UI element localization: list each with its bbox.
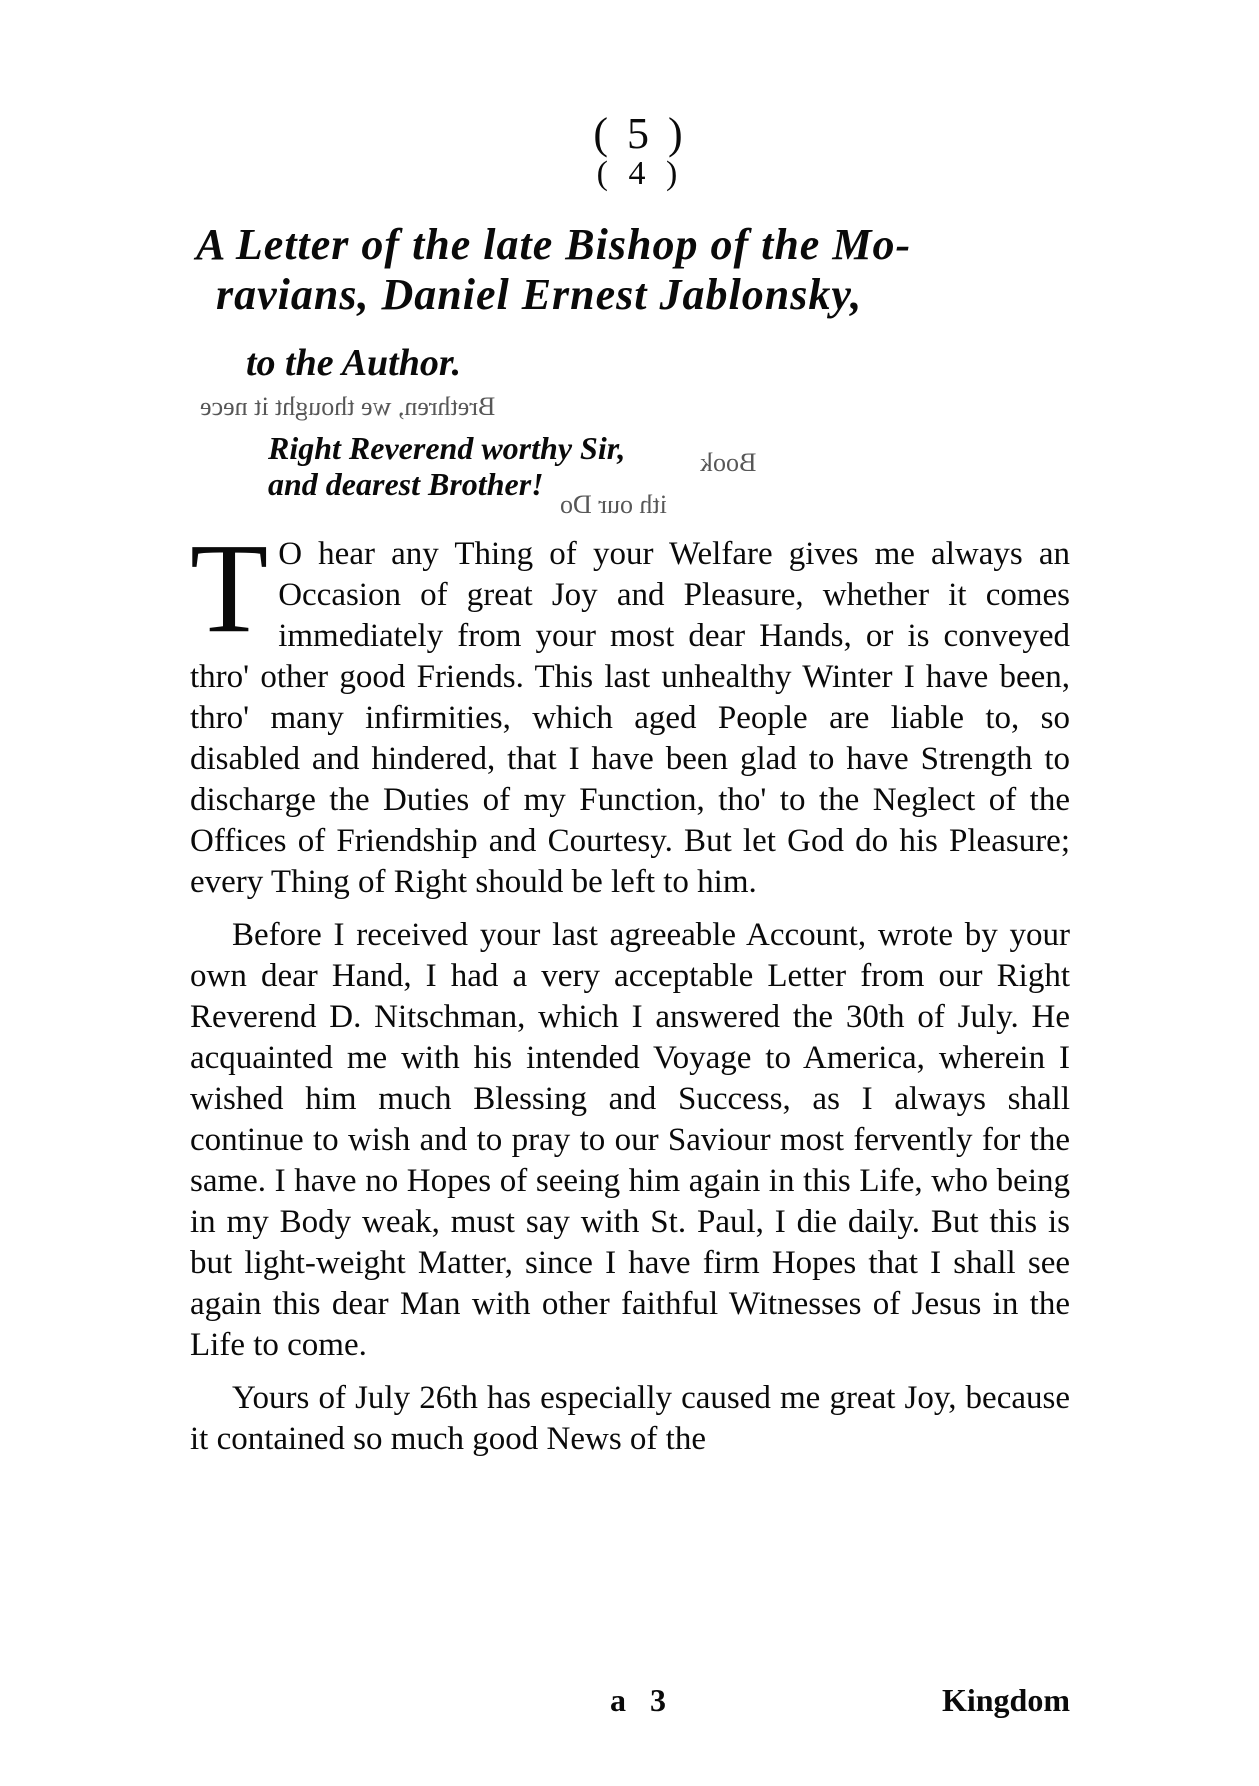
paragraph-1 [190,517,1070,903]
drop-cap: T [190,517,269,659]
salutation-line-1: Right Reverend worthy Sir, [268,430,626,466]
letter-body [190,517,1070,1472]
bleed-through-text-3: ith our Do [560,490,667,519]
heading-line-2: ravians, Daniel Ernest Jablonsky, [216,270,863,319]
catchword: Kingdom [941,1682,1070,1718]
paragraph-1-text: O hear any Thing of your Welfare gives me always an Occasion of great Joy and Pleasure, whether it comes immediately from your most dear Hands, or is conveyed thro' other good Friends. This last unhealthy Winter I have been, thro' many infirmities, which aged People are liable to, so disabled and hindered, that I have been glad to have Strength to discharge the Duties of my Function, tho' to the Neglect of the Offices of Friendship and Courtesy. But let God do his Pleasure; every Thing of Right should be left to him. [190,536,1070,900]
heading-line-3: to the Author. [246,342,462,384]
salutation-line-2: and dearest Brother! [268,466,544,502]
page-number: ( 5 ) [593,109,687,158]
page-number-secondary: ( 4 ) [596,155,684,192]
salutation [268,430,625,502]
heading-line-1: A Letter of the late Bishop of the Mo- [196,220,912,269]
bleed-through-text-1: Brethren, we thought it nece [200,392,496,421]
letter-heading [196,220,1086,320]
bleed-through-text-2: Book [700,448,757,477]
signature-mark: a 3 [610,1682,674,1718]
paragraph-3: Yours of July 26th has especially caused me great Joy, because it contained so much good News of the [190,1380,1070,1457]
page-footer [190,1680,1070,1720]
paragraph-2: Before I received your last agreeable Account, wrote by your own dear Hand, I had a very acceptable Letter from our Right Reverend D. Nitschman, which I answered the 30th of July. He acquainted me with his intended Voyage to America, wherein I wished him much Blessing and Success, as I always shall continue to wish and to pray to our Saviour most fervently for the same. I have no Hopes of seeing him again in this Life, who being in my Body weak, must say with St. Paul, I die daily. But this is but light-weight Matter, since I have firm Hopes that I shall see again this dear Man with other faithful Witnesses of Jesus in the Life to come. [190,917,1070,1363]
